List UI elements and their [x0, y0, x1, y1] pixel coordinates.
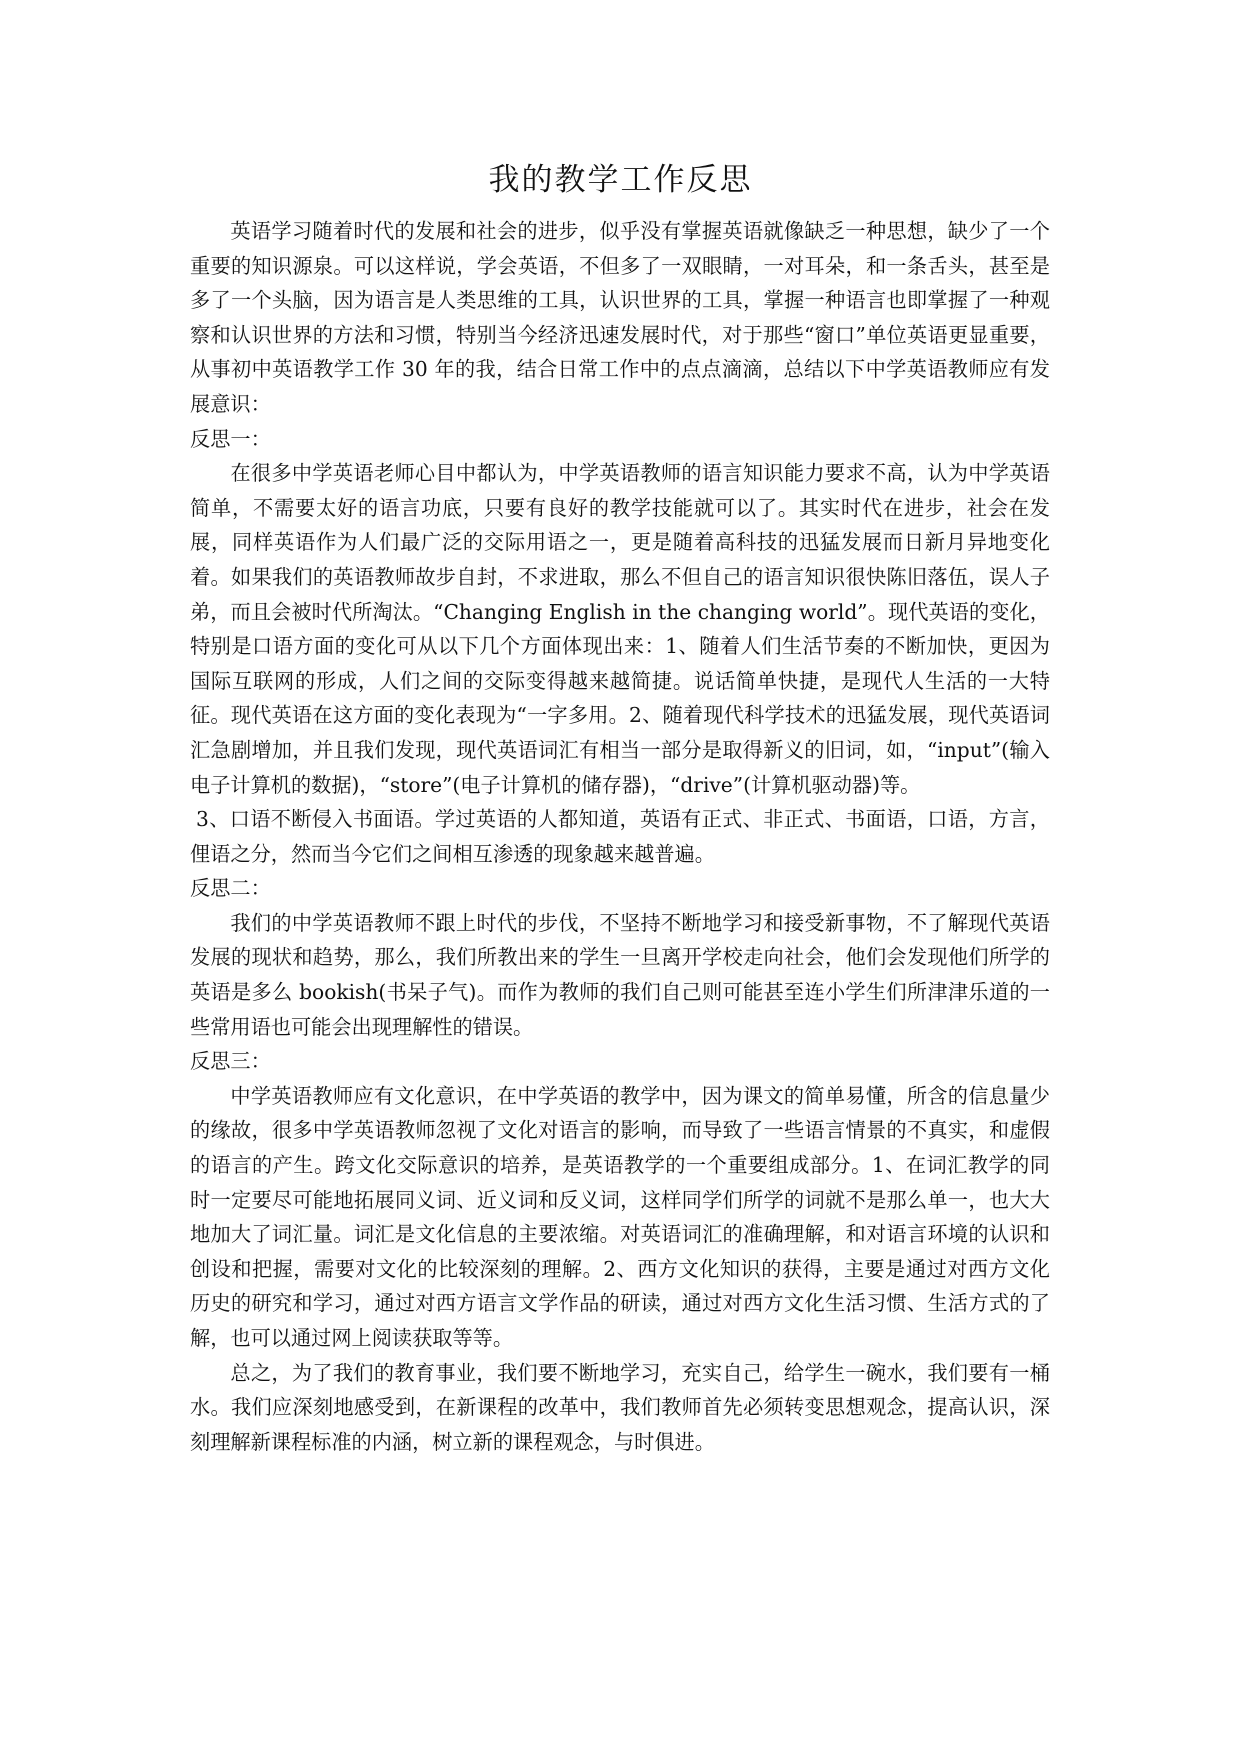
heading-reflection-3: 反思三： — [190, 1049, 271, 1074]
paragraph-intro: 英语学习随着时代的发展和社会的进步，似乎没有掌握英语就像缺乏一种思想，缺少了一个重要的知识源泉。可以这样说，学会英语，不但多了一双眼睛，一对耳朵，和一条舌头，甚至是多了一个头脑，因为语言是人类思维的工具，认识世界的工具，掌握一种语言也即掌握了一种观察和认识世界的方法和习惯，特别当今经济迅速发展时代，对于那些“窗口”单位英语更显重要，从事初中英语教学工作 30 年的我，结合日常工作中的点点滴滴，总结以下中学英语教师应有发展意识： — [190, 219, 1050, 416]
paragraph-reflection-1: 在很多中学英语老师心目中都认为，中学英语教师的语言知识能力要求不高，认为中学英语简单，不需要太好的语言功底，只要有良好的教学技能就可以了。其实时代在进步，社会在发展，同样英语作为人们最广泛的交际用语之一，更是随着高科技的迅猛发展而日新月异地变化着。如果我们的英语教师故步自封，不求进取，那么不但自己的语言知识很快陈旧落伍，误人子弟，而且会被时代所淘汰。“Changing English in the changing world”。现代英语的变化，特别是口语方面的变化可从以下几个方面体现出来：1、随着人们生活节奏的不断加快，更因为国际互联网的形成，人们之间的交际变得越来越简捷。说话简单快捷，是现代人生活的一大特征。现代英语在这方面的变化表现为“一字多用。2、随着现代科学技术的迅猛发展，现代英语词汇急剧增加，并且我们发现，现代英语词汇有相当一部分是取得新义的旧词，如，“input”(输入电子计算机的数据)，“store”(电子计算机的储存器)，“drive”(计算机驱动器)等。 — [190, 461, 1050, 797]
paragraph-reflection-3: 中学英语教师应有文化意识，在中学英语的教学中，因为课文的简单易懂，所含的信息量少的缘故，很多中学英语教师忽视了文化对语言的影响，而导致了一些语言情景的不真实，和虚假的语言的产生。跨文化交际意识的培养，是英语教学的一个重要组成部分。1、在词汇教学的同时一定要尽可能地拓展同义词、近义词和反义词，这样同学们所学的词就不是那么单一，也大大地加大了词汇量。词汇是文化信息的主要浓缩。对英语词汇的准确理解，和对语言环境的认识和创设和把握，需要对文化的比较深刻的理解。2、西方文化知识的获得，主要是通过对西方文化历史的研究和学习，通过对西方语言文学作品的研读，通过对西方文化生活习惯、生活方式的了解，也可以通过网上阅读获取等等。 — [190, 1083, 1050, 1350]
document-title: 我的教学工作反思 — [488, 162, 753, 198]
paragraph-reflection-2: 我们的中学英语教师不跟上时代的步伐，不坚持不断地学习和接受新事物，不了解现代英语发展的现状和趋势，那么，我们所教出来的学生一旦离开学校走向社会，他们会发现他们所学的英语是多么 bookish(书呆子气)。而作为教师的我们自己则可能甚至连小学生们所津津乐道的一些常用语也可能会出现理解性的错误。 — [190, 910, 1050, 1039]
heading-reflection-2: 反思二： — [190, 876, 271, 901]
heading-reflection-1: 反思一： — [190, 426, 271, 451]
paragraph-conclusion: 总之，为了我们的教育事业，我们要不断地学习，充实自己，给学生一碗水，我们要有一桶水。我们应深刻地感受到，在新课程的改革中，我们教师首先必须转变思想观念，提高认识，深刻理解新课程标准的内涵，树立新的课程观念，与时俱进。 — [190, 1360, 1050, 1454]
paragraph-reflection-1-point-3: 3、口语不断侵入书面语。学过英语的人都知道，英语有正式、非正式、书面语，口语，方言，俚语之分，然而当今它们之间相互渗透的现象越来越普遍。 — [190, 807, 1050, 866]
document-body — [190, 214, 1050, 1459]
